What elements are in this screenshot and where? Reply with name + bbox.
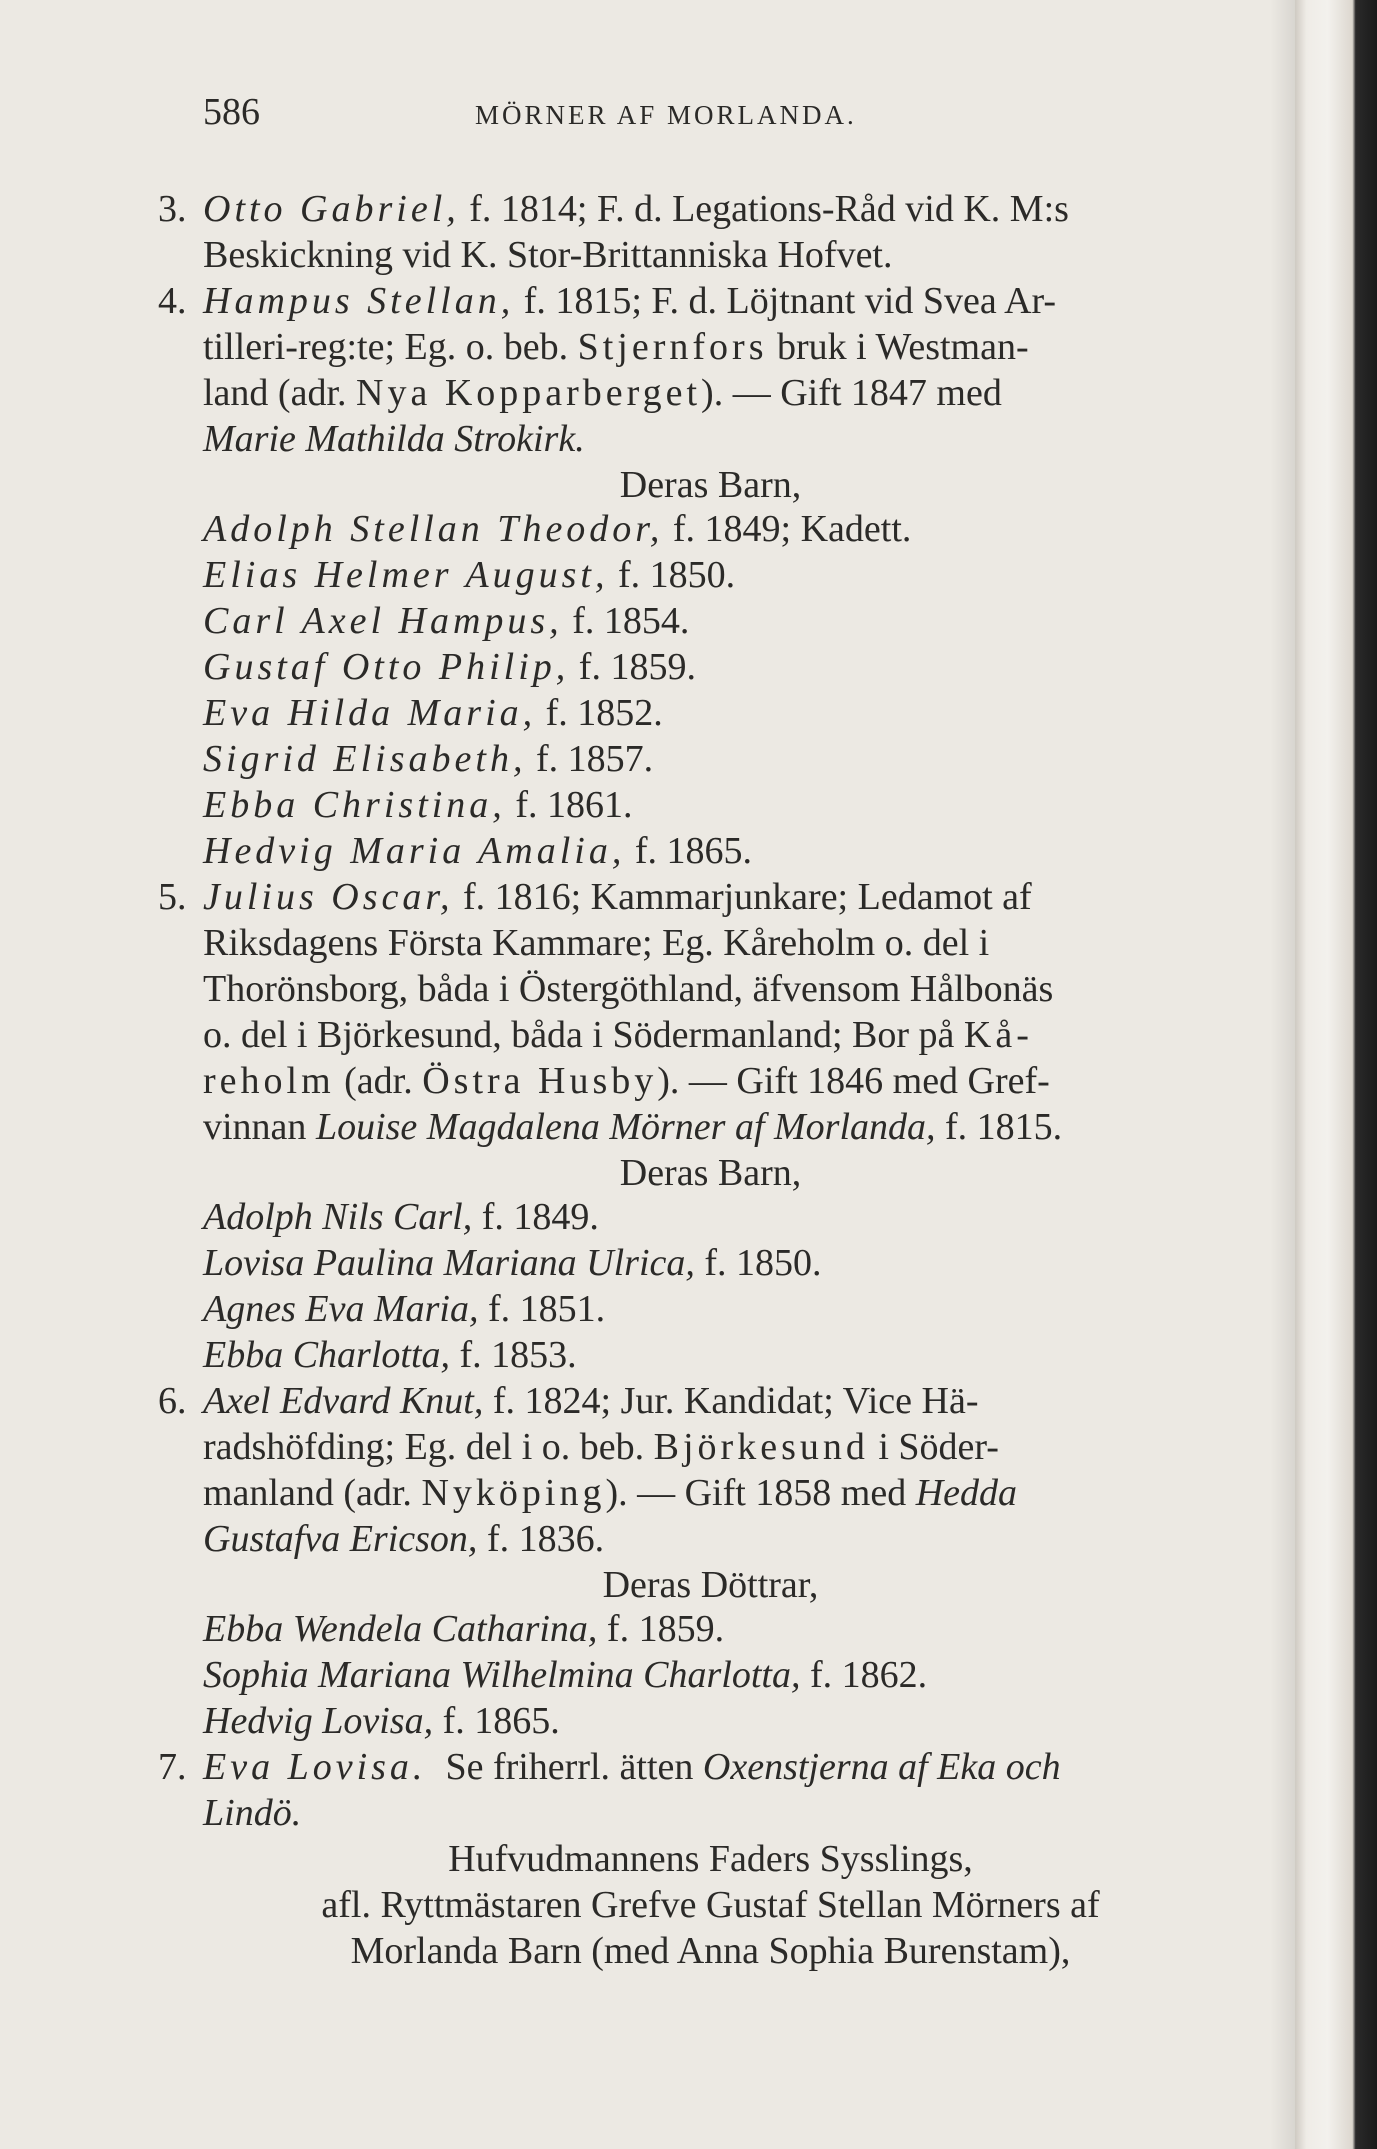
entry-text: Beskickning vid K. Stor-Brittanniska Hofvet. bbox=[203, 234, 893, 276]
place-name: Björkesund bbox=[653, 1426, 869, 1468]
child-name: Hedvig Maria Amalia, bbox=[203, 830, 626, 872]
child-name: Ebba Christina, bbox=[203, 784, 506, 826]
spouse-name: Louise Magdalena Mörner af Morlanda, bbox=[315, 1106, 936, 1148]
entry-text: f. 1816; Kammarjunkare; Ledamot af bbox=[462, 876, 1032, 918]
child-name: Adolph Nils Carl, bbox=[203, 1196, 473, 1238]
child-name: Carl Axel Hampus, bbox=[203, 600, 563, 642]
entry-number: 6. bbox=[158, 1380, 187, 1422]
entry-text: f. 1824; Jur. Kandidat; Vice Hä- bbox=[492, 1380, 979, 1422]
place-name: Nyköping bbox=[421, 1472, 606, 1514]
spouse-name: Marie Mathilda Strokirk. bbox=[203, 418, 585, 460]
entry-number: 3. bbox=[158, 188, 187, 230]
person-name: Otto Gabriel, bbox=[203, 188, 460, 230]
entry-text: o. del i Björkesund, båda i Södermanland; Bor på bbox=[203, 1014, 955, 1056]
book-page: 586 MÖRNER AF MORLANDA. 3. Otto Gabriel, f. 1814; F. d. Legations-Råd vid K. M:s Beskickning vid K. Stor-Brittanniska Hofvet. 4. Hampus Stellan, f. 1815; F. d. Löjtnant vid Svea Ar- tilleri-reg:te; Eg. o. beb. Stjernfors bruk i Westman- land (adr. Nya Kopparberget). — Gift 1847 med Marie Mathilda Strokirk. Deras Barn, Adolph Stellan Theodor, f. 1849; Kadett. Elias Helmer August, f. 1850. Carl Axel Hampus, f. 1854. Gustaf Otto Philip, f. 1859. Eva Hilda Maria, f. 1852. Sigrid Elisabeth, f. 1857. Ebba Christina, f. 1861. Hedvig Maria Amalia, f. 1865. 5. Julius Oscar, f. 1816; Kammarjunkare; Ledamot af Riksdagens Första Kammare; Eg. Kåreholm o. del i Thorönsborg, båda i Östergöthland, äfvensom Hålbonäs o. del i Björkesund, båda i Södermanland; Bor på Kå- reholm (adr. Östra Husby). — Gift 1846 med Gref- vinnan Louise Magdalena Mörner af Morlanda, f. 1815. Deras Barn, Adolph Nils Carl, f. 1849. Lovisa Paulina Mariana Ulrica, f. 1850. Agnes Eva Maria, f. 1851. Ebba Charlotta, f. 1853. 6. Axel Edvard Knut, f. 1824; Jur. Kandidat; Vice Hä- radshöfding; Eg. del i o. beb. Björkesund i Söder- manland (adr. Nyköping). — Gift 1858 med Hedda Gustafva Ericson, f. 1836. Deras Döttrar, Ebba Wendela Catharina, f. 1859. Sophia Mariana Wilhelmina Charlotta, f. 1862. Hedvig Lovisa, f. 1865. 7. Eva Lovisa. Se friherrl. ätten Oxenstjerna af Eka och Lindö. Hufvudmannens Faders Sysslings, afl. Ryttmästaren Grefve Gustaf Stellan Mörners af Morlanda Barn (med Anna Sophia Burenstam), bbox=[0, 0, 1295, 2149]
family-name: Lindö. bbox=[203, 1792, 302, 1834]
entry-text: f. 1815; F. d. Löjtnant vid Svea Ar- bbox=[523, 280, 1057, 322]
place-name: Kå- bbox=[963, 1014, 1033, 1056]
entry-number: 5. bbox=[158, 876, 187, 918]
person-name: Julius Oscar, bbox=[203, 876, 454, 918]
spouse-name: Hedda bbox=[915, 1472, 1018, 1514]
entry-text: ). — Gift 1847 med bbox=[701, 372, 1002, 414]
child-name: Sophia Mariana Wilhelmina Charlotta, bbox=[203, 1654, 801, 1696]
entry-text: tilleri-reg:te; Eg. o. beb. bbox=[203, 326, 569, 368]
entry-text: Riksdagens Första Kammare; Eg. Kåreholm o. del i bbox=[203, 922, 990, 964]
entry-text: f. 1814; F. d. Legations-Råd vid K. M:s bbox=[469, 188, 1069, 230]
running-title: MÖRNER AF MORLANDA. bbox=[475, 100, 857, 130]
person-name: Eva Lovisa. bbox=[203, 1746, 427, 1788]
family-name: Oxenstjerna af Eka och bbox=[702, 1746, 1061, 1788]
child-name: Eva Hilda Maria, bbox=[203, 692, 537, 734]
entry-number: 4. bbox=[158, 280, 187, 322]
entry-text: land (adr. bbox=[203, 372, 347, 414]
child-name: Gustaf Otto Philip, bbox=[203, 646, 570, 688]
child-name: Elias Helmer August, bbox=[203, 554, 609, 596]
place-name: Stjernfors bbox=[577, 326, 768, 368]
entry-text: ). — Gift 1846 med Gref- bbox=[657, 1060, 1050, 1102]
child-name: Adolph Stellan Theodor, bbox=[203, 508, 664, 550]
spouse-name: Gustafva Ericson, bbox=[203, 1518, 478, 1560]
child-name: Ebba Wendela Catharina, bbox=[203, 1608, 598, 1650]
child-name: Sigrid Elisabeth, bbox=[203, 738, 527, 780]
entry-text: bruk i Westman- bbox=[776, 326, 1029, 368]
page-number: 586 bbox=[203, 91, 260, 133]
entry-number: 7. bbox=[158, 1746, 187, 1788]
person-name: Hampus Stellan, bbox=[203, 280, 515, 322]
child-name: Ebba Charlotta, bbox=[203, 1334, 451, 1376]
place-name: reholm bbox=[203, 1060, 335, 1102]
place-name: Nya Kopparberget bbox=[356, 372, 702, 414]
child-name: Hedvig Lovisa, bbox=[203, 1700, 434, 1742]
person-name: Axel Edvard Knut, bbox=[203, 1380, 484, 1422]
place-name: Östra Husby bbox=[422, 1060, 658, 1102]
child-name: Lovisa Paulina Mariana Ulrica, bbox=[203, 1242, 695, 1284]
page-edge bbox=[1295, 0, 1377, 2149]
entry-text: Thorönsborg, båda i Östergöthland, äfvensom Hålbonäs bbox=[203, 968, 1054, 1010]
child-name: Agnes Eva Maria, bbox=[203, 1288, 479, 1330]
